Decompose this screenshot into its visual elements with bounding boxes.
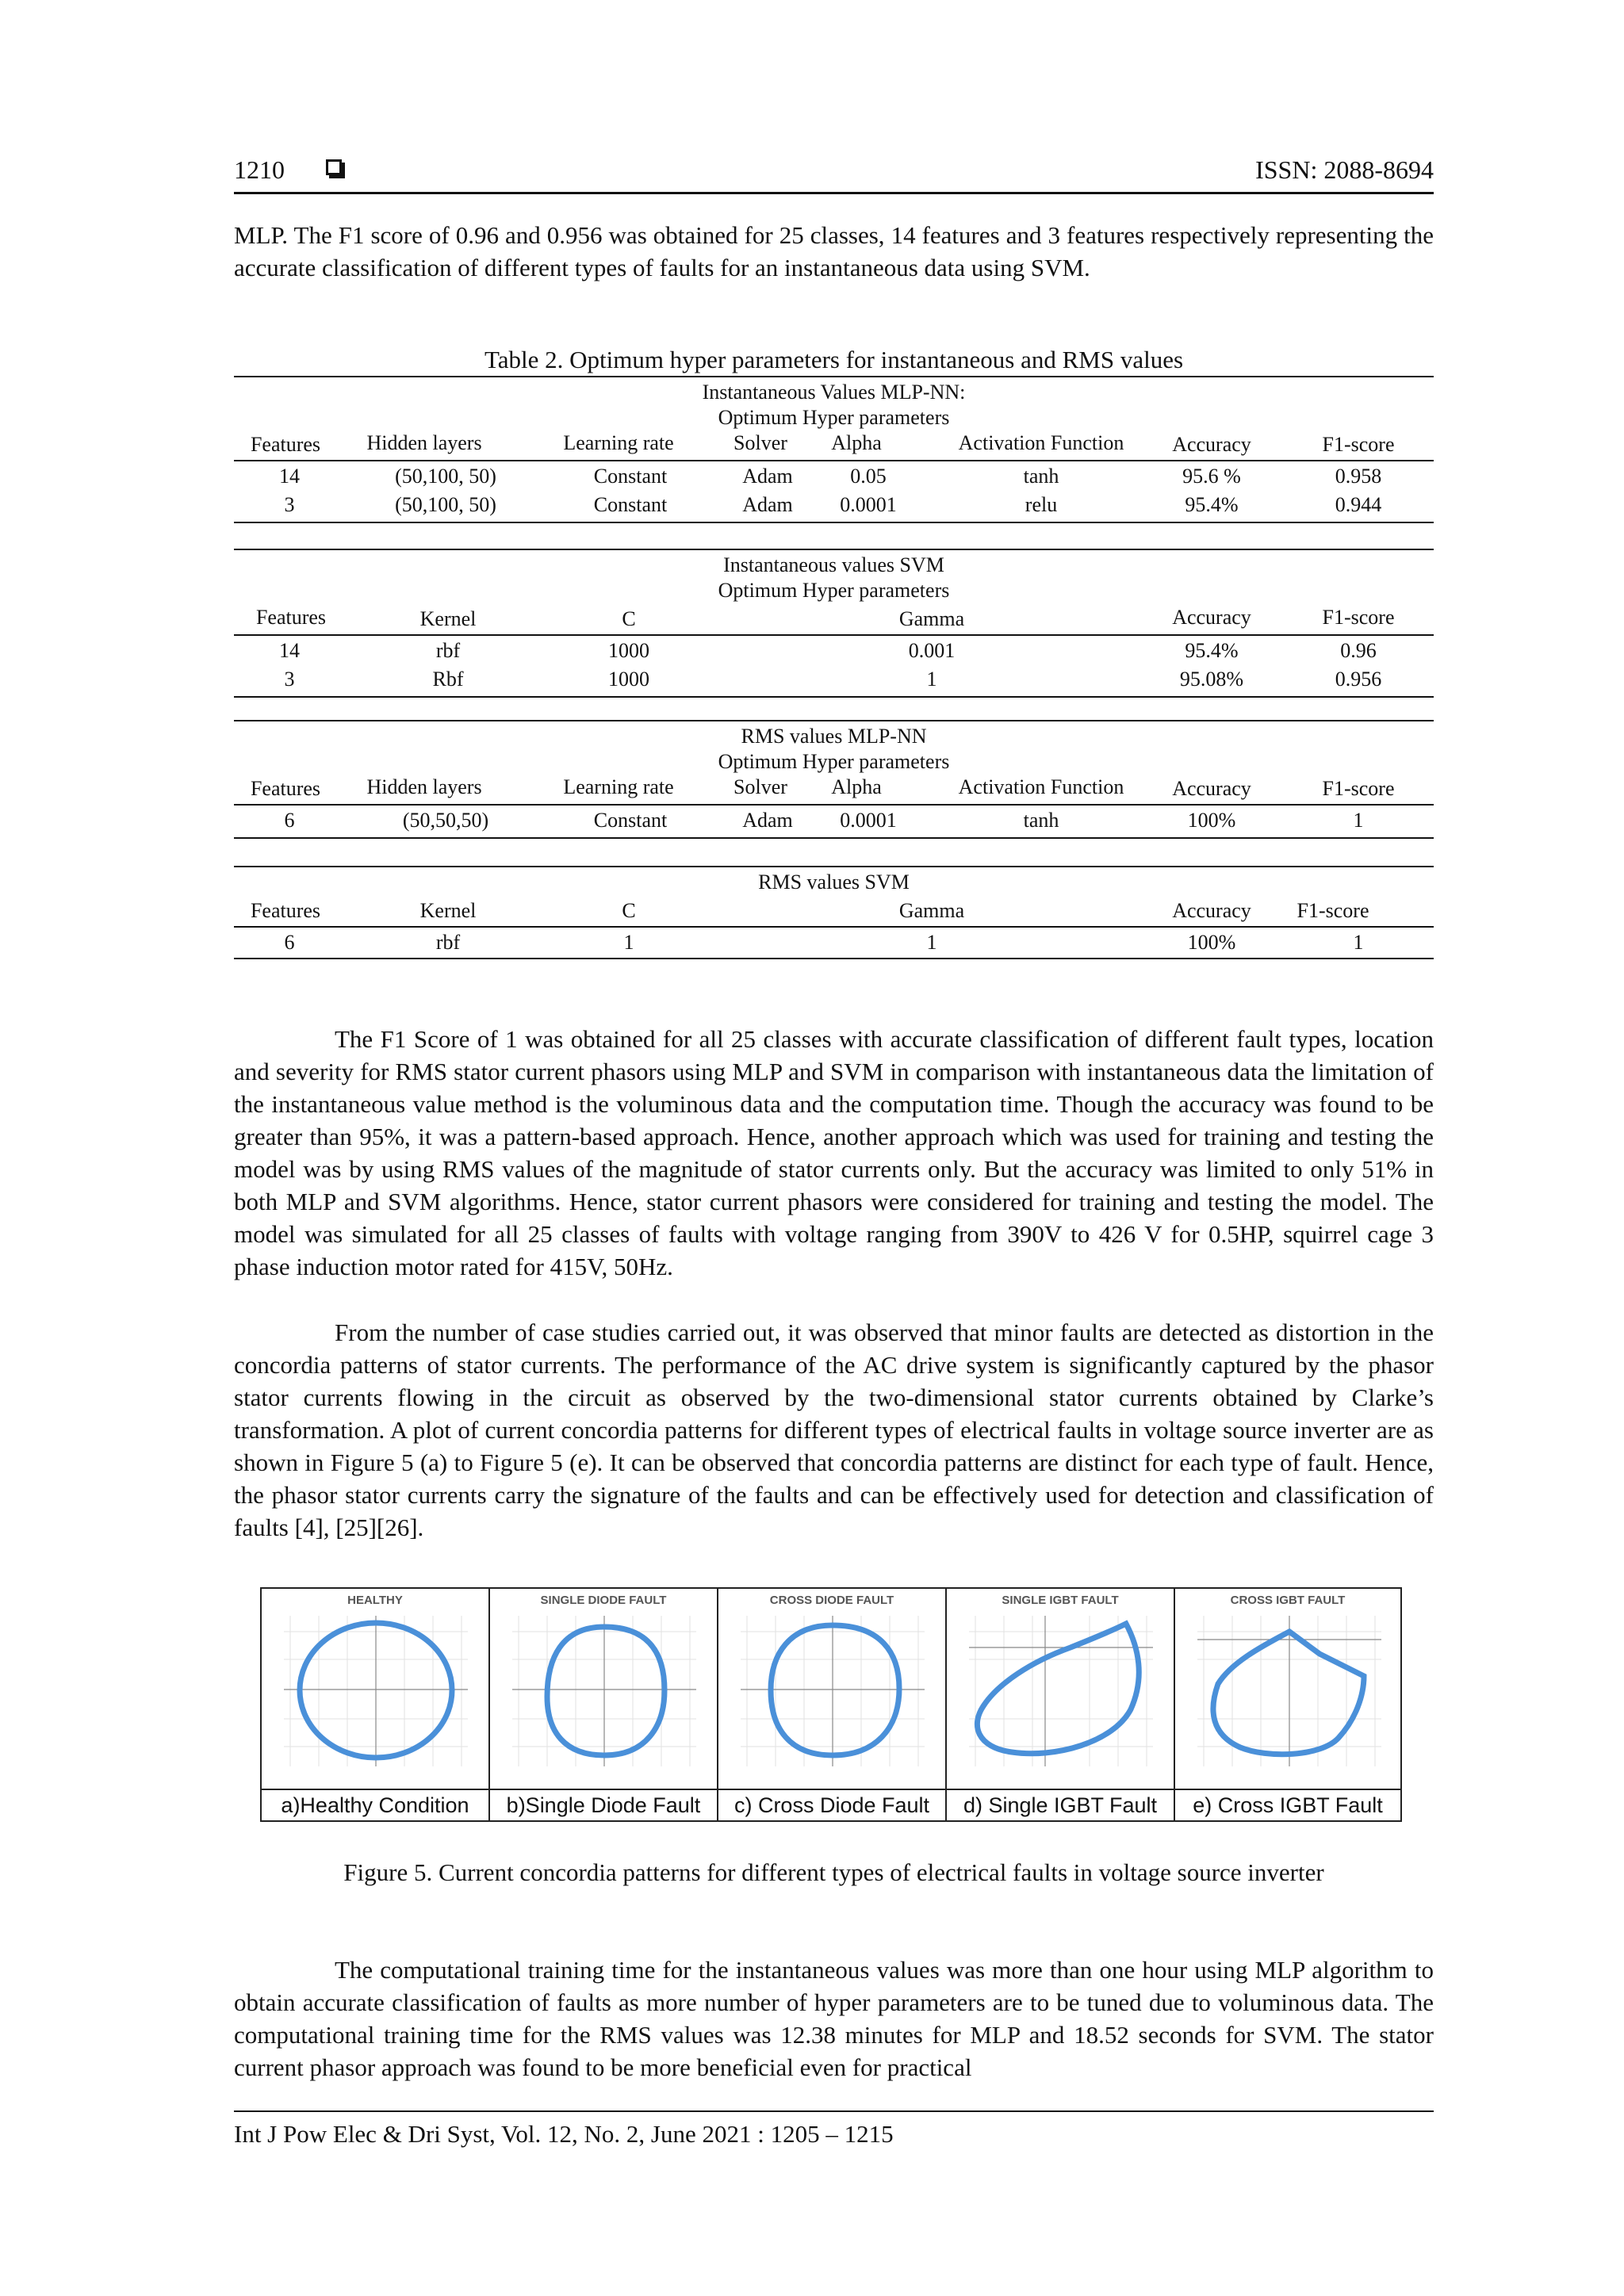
column-header: Learning rate [563,431,674,454]
column-header: Gamma [898,899,965,922]
figure-caption: Figure 5. Current concordia patterns for different types of electrical faults in voltage source inverter [343,1858,1324,1886]
table-cell: 1 [1353,931,1364,954]
section-title: Instantaneous values SVM [723,553,944,576]
column-header: Accuracy [1172,899,1251,922]
panel-label: a)Healthy Condition [262,1789,488,1820]
column-header: F1-score [1322,433,1395,456]
concordia-plot-single-diode [495,1608,714,1787]
section-subtitle: Optimum Hyper parameters [718,406,950,429]
table-cell: Constant [593,809,668,832]
column-header: Features [250,433,321,456]
panel-label: c) Cross Diode Fault [718,1789,945,1820]
table-cell: 14 [279,639,300,662]
table-cell: (50,100, 50) [395,493,496,516]
table-cell: tanh [1023,809,1059,832]
table-cell: 0.0001 [840,809,897,832]
table-cell: 1 [926,931,937,954]
table-cell: Constant [593,493,668,516]
table-cell: 0.0001 [840,493,897,516]
concordia-plot-cross-igbt [1180,1608,1399,1787]
body-paragraph: From the number of case studies carried out, it was observed that minor faults are detected as distortion in the concordia patterns of stator currents. The performance of the AC drive system is significantly captured by the phasor stator currents flowing in the circuit as observed by the two-dimensional stator currents obtained by Clarke’s transformation. A plot of current concordia patterns for different types of electrical faults in voltage source inverter are as shown in Figure 5 (a) to Figure 5 (e). It can be observed that concordia patterns are distinct for each type of fault. Hence, the phasor stator currents carry the signature of the faults and can be effectively used for detection and classification of faults [4], [25][26]. [234,1318,1434,1541]
column-header: Alpha [831,431,882,454]
body-paragraph: The F1 Score of 1 was obtained for all 25 classes with accurate classification of different fault types, location and severity for RMS stator current phasors using MLP and SVM in comparison with instantaneous data the limitation of the instantaneous value method is the voluminous data and the computation time. Though the accuracy was found to be greater than 95%, it was a pattern-based approach. Hence, another approach which was used for training and testing the model was by using RMS values of the magnitude of stator currents only. But the accuracy was limited to only 51% in both MLP and SVM algorithms. Hence, stator current phasors were considered for training and testing the model. The model was simulated for all 25 classes of faults with voltage ranging from 390V to 426 V for 0.5HP, squirrel cage 3 phase induction motor rated for 415V, 50Hz. [234,1025,1434,1280]
table-cell: 3 [284,668,295,691]
panel-label: e) Cross IGBT Fault [1175,1789,1400,1820]
table-cell: rbf [435,931,461,954]
table-cell: 1000 [608,668,649,691]
table-cell: (50,100, 50) [395,465,496,488]
panel-label: d) Single IGBT Fault [947,1789,1174,1820]
column-header: F1-score [1297,899,1369,922]
figure-panel-healthy [262,1589,490,1820]
table-cell: 95.08% [1179,668,1244,691]
column-header: C [622,607,636,630]
table-cell: 0.05 [850,465,887,488]
column-header: F1-score [1322,777,1395,800]
column-header: Solver [733,775,787,798]
figure-concordia-patterns [260,1587,1402,1822]
panel-label: b)Single Diode Fault [490,1789,717,1820]
column-header: Alpha [831,775,882,798]
figure-panel-single-diode [490,1589,718,1820]
figure-panel-cross-igbt [1175,1589,1400,1820]
body-paragraph: The computational training time for the instantaneous values was more than one hour using MLP algorithm to obtain accurate classification of faults as more number of hyper parameters are to be tuned due to voluminous data. The computational training time for the RMS values was 12.38 minutes for MLP and 18.52 seconds for SVM. The stator current phasor approach was found to be more beneficial even for practical [234,1956,1434,2081]
panel-title: HEALTHY [347,1594,403,1607]
column-header: Accuracy [1172,433,1251,456]
table-cell: 6 [284,809,295,832]
panel-title: SINGLE IGBT FAULT [1002,1594,1119,1607]
table-cell: Rbf [432,668,464,691]
page-number: 1210 [234,155,285,184]
column-header: Hidden layers [366,775,482,798]
panel-title: CROSS DIODE FAULT [769,1594,894,1607]
checkbox-glyph-icon [326,159,342,175]
table-cell: Constant [593,465,668,488]
footer-rule [234,2110,1434,2112]
table-cell: 95.6 % [1182,465,1241,488]
table-cell: 0.956 [1335,668,1382,691]
section-title: Instantaneous Values MLP-NN: [702,381,966,404]
table-cell: relu [1025,493,1058,516]
concordia-plot-healthy [266,1608,485,1787]
section-subtitle: Optimum Hyper parameters [718,579,950,602]
table-caption: Table 2. Optimum hyper parameters for instantaneous and RMS values [484,346,1184,373]
column-header: Solver [733,431,787,454]
column-header: Gamma [898,607,965,630]
panel-title: SINGLE DIODE FAULT [540,1594,667,1607]
panel-title: CROSS IGBT FAULT [1230,1594,1346,1607]
table-cell: 1 [623,931,634,954]
table-cell: 3 [284,493,295,516]
figure-panel-cross-diode [718,1589,947,1820]
table-cell: rbf [435,639,461,662]
intro-paragraph: MLP. The F1 score of 0.96 and 0.956 was obtained for 25 classes, 14 features and 3 features respectively representing the accurate classification of different types of faults for an instantaneous data using SVM. [234,221,1434,281]
table-cell: 1000 [608,639,649,662]
table-cell: Adam [742,809,793,832]
column-header: Activation Function [958,775,1124,798]
concordia-plot-single-igbt [952,1608,1170,1787]
table-cell: 6 [284,931,295,954]
column-header: Features [250,777,321,800]
column-header: Accuracy [1172,777,1251,800]
column-header: Features [255,606,327,629]
figure-panel-single-igbt [947,1589,1175,1820]
column-header: Accuracy [1172,606,1251,629]
column-header: F1-score [1322,606,1395,629]
column-header: Learning rate [563,775,674,798]
table-cell: Adam [742,465,793,488]
table-cell: 0.96 [1340,639,1377,662]
table-cell: 0.001 [908,639,956,662]
table-cell: 100% [1187,809,1236,832]
table-cell: tanh [1023,465,1059,488]
column-header: Hidden layers [366,431,482,454]
header-rule [234,192,1434,194]
column-header: Activation Function [958,431,1124,454]
concordia-plot-cross-diode [723,1608,942,1787]
table-cell: 1 [1353,809,1364,832]
table-cell: 1 [926,668,937,691]
section-title: RMS values MLP-NN [741,725,927,748]
section-subtitle: Optimum Hyper parameters [718,750,950,773]
journal-issn: ISSN: 2088-8694 [1255,155,1434,184]
column-header: C [622,899,636,922]
section-title: RMS values SVM [758,871,910,894]
column-header: Features [250,899,321,922]
table-cell: 0.944 [1335,493,1382,516]
table-cell: 0.958 [1335,465,1382,488]
table-cell: 100% [1187,931,1236,954]
column-header: Kernel [419,607,477,630]
table-cell: 95.4% [1185,493,1239,516]
table-cell: Adam [742,493,793,516]
table-cell: 14 [279,465,300,488]
table-cell: (50,50,50) [402,809,489,832]
page-footer: Int J Pow Elec & Dri Syst, Vol. 12, No. 2, June 2021 : 1205 – 1215 [234,2120,894,2148]
table-cell: 95.4% [1185,639,1239,662]
column-header: Kernel [419,899,477,922]
